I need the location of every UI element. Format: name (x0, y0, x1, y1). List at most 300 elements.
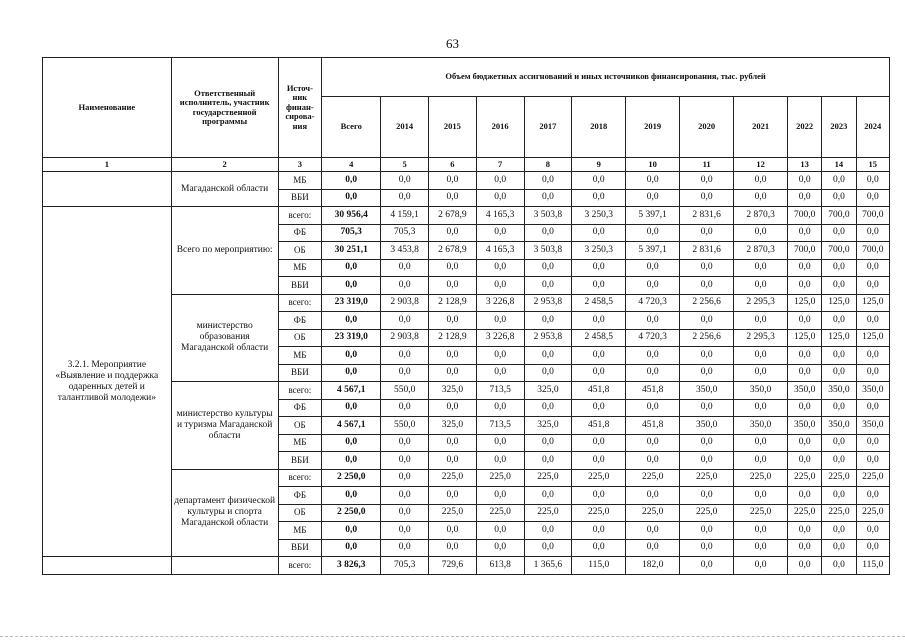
value-cell: 0,0 (572, 434, 626, 452)
value-cell: 4 720,3 (626, 329, 680, 347)
value-cell: 225,0 (429, 504, 477, 522)
header-year: 2019 (626, 97, 680, 158)
value-cell: 5 397,1 (626, 207, 680, 225)
column-number: 1 (43, 158, 172, 172)
header-name: Наименование (43, 58, 172, 158)
value-cell: 0,0 (524, 522, 572, 540)
value-cell: 350,0 (734, 417, 788, 435)
value-cell: 0,0 (856, 399, 889, 417)
value-cell: 0,0 (734, 452, 788, 470)
value-cell: 0,0 (381, 259, 429, 277)
column-number: 12 (734, 158, 788, 172)
executor-cell: Магаданской области (171, 172, 278, 207)
total-cell: 4 567,1 (322, 382, 381, 400)
source-cell: ВБИ (278, 277, 322, 295)
value-cell: 0,0 (788, 224, 822, 242)
value-cell: 0,0 (572, 487, 626, 505)
value-cell: 0,0 (476, 224, 524, 242)
source-cell: ВБИ (278, 364, 322, 382)
value-cell: 2 295,3 (734, 294, 788, 312)
value-cell: 2 678,9 (429, 207, 477, 225)
value-cell: 350,0 (680, 382, 734, 400)
value-cell: 0,0 (822, 277, 856, 295)
column-number: 15 (856, 158, 889, 172)
value-cell: 713,5 (476, 382, 524, 400)
value-cell: 0,0 (572, 189, 626, 207)
value-cell: 0,0 (680, 312, 734, 330)
value-cell: 225,0 (734, 469, 788, 487)
total-cell: 2 250,0 (322, 469, 381, 487)
value-cell: 705,3 (381, 557, 429, 575)
value-cell: 0,0 (476, 452, 524, 470)
value-cell: 0,0 (572, 364, 626, 382)
value-cell: 0,0 (680, 277, 734, 295)
value-cell: 0,0 (381, 452, 429, 470)
total-cell: 0,0 (322, 539, 381, 557)
value-cell: 225,0 (734, 504, 788, 522)
value-cell: 0,0 (822, 539, 856, 557)
value-cell: 0,0 (822, 487, 856, 505)
column-number: 4 (322, 158, 381, 172)
total-cell: 2 250,0 (322, 504, 381, 522)
value-cell: 225,0 (572, 504, 626, 522)
value-cell: 0,0 (626, 172, 680, 190)
value-cell: 0,0 (856, 539, 889, 557)
value-cell: 0,0 (476, 172, 524, 190)
value-cell: 0,0 (476, 312, 524, 330)
value-cell: 1 365,6 (524, 557, 572, 575)
value-cell: 0,0 (476, 347, 524, 365)
total-cell: 0,0 (322, 172, 381, 190)
source-cell: всего: (278, 469, 322, 487)
value-cell: 325,0 (524, 382, 572, 400)
table-row (43, 557, 890, 575)
value-cell: 0,0 (524, 189, 572, 207)
value-cell: 0,0 (734, 189, 788, 207)
value-cell: 225,0 (524, 504, 572, 522)
value-cell: 451,8 (572, 382, 626, 400)
value-cell: 2 256,6 (680, 329, 734, 347)
bottom-divider (0, 636, 905, 638)
executor-cell: министерство образования Магаданской области (171, 294, 278, 382)
value-cell: 0,0 (429, 277, 477, 295)
total-cell: 0,0 (322, 259, 381, 277)
value-cell: 0,0 (788, 364, 822, 382)
total-cell: 3 826,3 (322, 557, 381, 575)
value-cell: 350,0 (856, 417, 889, 435)
source-cell: МБ (278, 259, 322, 277)
value-cell: 0,0 (822, 172, 856, 190)
value-cell: 0,0 (429, 452, 477, 470)
value-cell: 0,0 (856, 259, 889, 277)
value-cell: 0,0 (822, 452, 856, 470)
value-cell: 0,0 (788, 259, 822, 277)
value-cell: 0,0 (476, 259, 524, 277)
value-cell: 0,0 (381, 469, 429, 487)
value-cell: 0,0 (381, 399, 429, 417)
value-cell: 4 159,1 (381, 207, 429, 225)
value-cell: 0,0 (476, 399, 524, 417)
value-cell: 225,0 (572, 469, 626, 487)
column-number: 3 (278, 158, 322, 172)
value-cell: 2 831,6 (680, 207, 734, 225)
value-cell: 705,3 (381, 224, 429, 242)
header-year: 2023 (822, 97, 856, 158)
value-cell: 0,0 (476, 539, 524, 557)
source-cell: ОБ (278, 329, 322, 347)
value-cell: 2 953,8 (524, 294, 572, 312)
value-cell: 125,0 (822, 294, 856, 312)
value-cell: 0,0 (524, 487, 572, 505)
value-cell: 0,0 (429, 259, 477, 277)
value-cell: 0,0 (680, 434, 734, 452)
value-cell: 0,0 (626, 399, 680, 417)
value-cell: 0,0 (476, 189, 524, 207)
name-cell-empty (43, 557, 172, 575)
value-cell: 0,0 (524, 399, 572, 417)
source-cell: ФБ (278, 487, 322, 505)
value-cell: 0,0 (626, 452, 680, 470)
value-cell: 0,0 (788, 434, 822, 452)
value-cell: 0,0 (524, 434, 572, 452)
value-cell: 0,0 (524, 347, 572, 365)
value-cell: 350,0 (788, 417, 822, 435)
value-cell: 0,0 (680, 557, 734, 575)
value-cell: 2 903,8 (381, 329, 429, 347)
header-executor: Ответственный исполнитель, участник государственной программы (171, 58, 278, 158)
value-cell: 2 295,3 (734, 329, 788, 347)
value-cell: 0,0 (788, 347, 822, 365)
value-cell: 0,0 (572, 452, 626, 470)
value-cell: 0,0 (822, 259, 856, 277)
value-cell: 225,0 (524, 469, 572, 487)
value-cell: 0,0 (680, 347, 734, 365)
value-cell: 0,0 (381, 364, 429, 382)
value-cell: 0,0 (822, 224, 856, 242)
value-cell: 0,0 (856, 487, 889, 505)
header-year: 2017 (524, 97, 572, 158)
value-cell: 225,0 (476, 469, 524, 487)
executor-cell: департамент физической культуры и спорта Магаданской области (171, 469, 278, 557)
value-cell: 0,0 (572, 347, 626, 365)
value-cell: 700,0 (856, 207, 889, 225)
table-row (43, 172, 890, 190)
value-cell: 0,0 (680, 364, 734, 382)
value-cell: 0,0 (429, 539, 477, 557)
value-cell: 613,8 (476, 557, 524, 575)
source-cell: всего: (278, 557, 322, 575)
value-cell: 0,0 (626, 312, 680, 330)
column-number: 6 (429, 158, 477, 172)
source-cell: ФБ (278, 224, 322, 242)
value-cell: 0,0 (572, 224, 626, 242)
value-cell: 0,0 (856, 434, 889, 452)
value-cell: 115,0 (572, 557, 626, 575)
value-cell: 225,0 (788, 469, 822, 487)
total-cell: 0,0 (322, 347, 381, 365)
value-cell: 729,6 (429, 557, 477, 575)
column-number: 11 (680, 158, 734, 172)
total-cell: 0,0 (322, 487, 381, 505)
value-cell: 0,0 (788, 172, 822, 190)
value-cell: 0,0 (381, 522, 429, 540)
value-cell: 0,0 (822, 364, 856, 382)
source-cell: ФБ (278, 399, 322, 417)
value-cell: 350,0 (734, 382, 788, 400)
value-cell: 0,0 (788, 399, 822, 417)
value-cell: 0,0 (429, 522, 477, 540)
value-cell: 2 678,9 (429, 242, 477, 260)
value-cell: 0,0 (734, 259, 788, 277)
source-cell: ФБ (278, 312, 322, 330)
total-cell: 0,0 (322, 434, 381, 452)
source-cell: МБ (278, 522, 322, 540)
value-cell: 0,0 (476, 487, 524, 505)
value-cell: 700,0 (856, 242, 889, 260)
value-cell: 0,0 (626, 487, 680, 505)
budget-table-container (42, 57, 890, 575)
value-cell: 115,0 (856, 557, 889, 575)
value-cell: 0,0 (626, 539, 680, 557)
value-cell: 0,0 (734, 522, 788, 540)
value-cell: 0,0 (429, 347, 477, 365)
header-funding-title: Объем бюджетных ассигнований и иных источников финансирования, тыс. рублей (322, 58, 890, 97)
value-cell: 0,0 (572, 539, 626, 557)
value-cell: 0,0 (822, 399, 856, 417)
value-cell: 451,8 (626, 417, 680, 435)
value-cell: 0,0 (856, 522, 889, 540)
value-cell: 350,0 (788, 382, 822, 400)
source-cell: МБ (278, 172, 322, 190)
value-cell: 0,0 (788, 452, 822, 470)
value-cell: 225,0 (822, 504, 856, 522)
value-cell: 0,0 (524, 224, 572, 242)
header-year: 2020 (680, 97, 734, 158)
value-cell: 0,0 (856, 364, 889, 382)
value-cell: 225,0 (680, 469, 734, 487)
executor-cell-empty (171, 557, 278, 575)
value-cell: 0,0 (788, 557, 822, 575)
source-cell: МБ (278, 347, 322, 365)
header-year: 2015 (429, 97, 477, 158)
value-cell: 0,0 (680, 399, 734, 417)
value-cell: 225,0 (856, 504, 889, 522)
measure-name-cell: 3.2.1. Мероприятие «Выявление и поддержка одаренных детей и талантливой молодежи» (43, 207, 172, 557)
total-cell: 0,0 (322, 399, 381, 417)
value-cell: 0,0 (734, 172, 788, 190)
value-cell: 0,0 (680, 452, 734, 470)
value-cell: 0,0 (822, 347, 856, 365)
value-cell: 325,0 (429, 382, 477, 400)
value-cell: 0,0 (476, 434, 524, 452)
value-cell: 0,0 (680, 522, 734, 540)
column-number: 13 (788, 158, 822, 172)
source-cell: ОБ (278, 242, 322, 260)
value-cell: 2 831,6 (680, 242, 734, 260)
value-cell: 0,0 (680, 224, 734, 242)
value-cell: 550,0 (381, 382, 429, 400)
value-cell: 0,0 (524, 452, 572, 470)
value-cell: 700,0 (788, 242, 822, 260)
executor-cell: Всего по мероприятию: (171, 207, 278, 295)
source-cell: ОБ (278, 504, 322, 522)
value-cell: 4 165,3 (476, 207, 524, 225)
value-cell: 0,0 (429, 172, 477, 190)
value-cell: 182,0 (626, 557, 680, 575)
value-cell: 0,0 (856, 452, 889, 470)
value-cell: 0,0 (524, 259, 572, 277)
value-cell: 2 903,8 (381, 294, 429, 312)
total-cell: 705,3 (322, 224, 381, 242)
total-cell: 0,0 (322, 277, 381, 295)
value-cell: 0,0 (429, 364, 477, 382)
value-cell: 0,0 (734, 277, 788, 295)
total-cell: 0,0 (322, 522, 381, 540)
value-cell: 0,0 (626, 189, 680, 207)
value-cell: 0,0 (429, 312, 477, 330)
column-number: 14 (822, 158, 856, 172)
value-cell: 0,0 (788, 487, 822, 505)
column-number: 7 (476, 158, 524, 172)
value-cell: 5 397,1 (626, 242, 680, 260)
value-cell: 0,0 (381, 172, 429, 190)
value-cell: 3 226,8 (476, 329, 524, 347)
value-cell: 0,0 (572, 522, 626, 540)
value-cell: 350,0 (822, 417, 856, 435)
value-cell: 0,0 (734, 224, 788, 242)
value-cell: 0,0 (856, 189, 889, 207)
value-cell: 0,0 (626, 259, 680, 277)
value-cell: 0,0 (429, 434, 477, 452)
value-cell: 550,0 (381, 417, 429, 435)
value-cell: 3 250,3 (572, 242, 626, 260)
value-cell: 0,0 (381, 434, 429, 452)
value-cell: 0,0 (572, 312, 626, 330)
value-cell: 0,0 (524, 364, 572, 382)
value-cell: 0,0 (734, 347, 788, 365)
value-cell: 125,0 (788, 294, 822, 312)
value-cell: 3 226,8 (476, 294, 524, 312)
value-cell: 0,0 (734, 557, 788, 575)
total-cell: 23 319,0 (322, 294, 381, 312)
header-source: Источ-ник финан-сирова-ния (278, 58, 322, 158)
value-cell: 2 128,9 (429, 294, 477, 312)
value-cell: 3 453,8 (381, 242, 429, 260)
value-cell: 2 458,5 (572, 329, 626, 347)
source-cell: МБ (278, 434, 322, 452)
value-cell: 0,0 (734, 312, 788, 330)
value-cell: 125,0 (822, 329, 856, 347)
header-year: 2014 (381, 97, 429, 158)
header-year: 2018 (572, 97, 626, 158)
value-cell: 0,0 (429, 224, 477, 242)
value-cell: 0,0 (680, 539, 734, 557)
header-year: 2022 (788, 97, 822, 158)
value-cell: 0,0 (524, 172, 572, 190)
value-cell: 0,0 (381, 487, 429, 505)
value-cell: 0,0 (856, 277, 889, 295)
value-cell: 0,0 (572, 277, 626, 295)
value-cell: 0,0 (429, 189, 477, 207)
value-cell: 125,0 (856, 294, 889, 312)
value-cell: 0,0 (856, 312, 889, 330)
source-cell: ОБ (278, 417, 322, 435)
total-cell: 30 956,4 (322, 207, 381, 225)
value-cell: 225,0 (680, 504, 734, 522)
value-cell: 700,0 (788, 207, 822, 225)
value-cell: 0,0 (680, 172, 734, 190)
total-cell: 0,0 (322, 189, 381, 207)
value-cell: 0,0 (822, 557, 856, 575)
value-cell: 0,0 (476, 364, 524, 382)
value-cell: 0,0 (822, 522, 856, 540)
value-cell: 451,8 (626, 382, 680, 400)
value-cell: 0,0 (476, 277, 524, 295)
value-cell: 0,0 (626, 347, 680, 365)
value-cell: 125,0 (788, 329, 822, 347)
value-cell: 0,0 (626, 224, 680, 242)
value-cell: 4 720,3 (626, 294, 680, 312)
column-number: 2 (171, 158, 278, 172)
value-cell: 225,0 (476, 504, 524, 522)
value-cell: 0,0 (680, 189, 734, 207)
header-year: 2021 (734, 97, 788, 158)
value-cell: 0,0 (381, 347, 429, 365)
executor-cell: министерство культуры и туризма Магаданской области (171, 382, 278, 470)
value-cell: 0,0 (626, 364, 680, 382)
column-number: 9 (572, 158, 626, 172)
value-cell: 2 953,8 (524, 329, 572, 347)
value-cell: 225,0 (856, 469, 889, 487)
total-cell: 4 567,1 (322, 417, 381, 435)
value-cell: 0,0 (429, 487, 477, 505)
value-cell: 225,0 (626, 504, 680, 522)
value-cell: 2 870,3 (734, 242, 788, 260)
total-cell: 0,0 (322, 452, 381, 470)
value-cell: 0,0 (524, 539, 572, 557)
value-cell: 350,0 (680, 417, 734, 435)
value-cell: 0,0 (734, 539, 788, 557)
source-cell: ВБИ (278, 452, 322, 470)
value-cell: 700,0 (822, 242, 856, 260)
value-cell: 0,0 (856, 172, 889, 190)
value-cell: 3 250,3 (572, 207, 626, 225)
value-cell: 700,0 (822, 207, 856, 225)
value-cell: 0,0 (734, 434, 788, 452)
value-cell: 0,0 (429, 399, 477, 417)
total-cell: 0,0 (322, 312, 381, 330)
value-cell: 325,0 (429, 417, 477, 435)
value-cell: 0,0 (788, 522, 822, 540)
value-cell: 4 165,3 (476, 242, 524, 260)
value-cell: 125,0 (856, 329, 889, 347)
value-cell: 0,0 (680, 487, 734, 505)
value-cell: 225,0 (822, 469, 856, 487)
value-cell: 0,0 (788, 539, 822, 557)
source-cell: ВБИ (278, 539, 322, 557)
value-cell: 3 503,8 (524, 242, 572, 260)
value-cell: 0,0 (680, 259, 734, 277)
value-cell: 2 870,3 (734, 207, 788, 225)
header-year: 2016 (476, 97, 524, 158)
value-cell: 0,0 (856, 347, 889, 365)
total-cell: 30 251,1 (322, 242, 381, 260)
header-total: Всего (322, 97, 381, 158)
table-row (43, 207, 890, 225)
total-cell: 0,0 (322, 364, 381, 382)
value-cell: 0,0 (381, 539, 429, 557)
value-cell: 0,0 (476, 522, 524, 540)
